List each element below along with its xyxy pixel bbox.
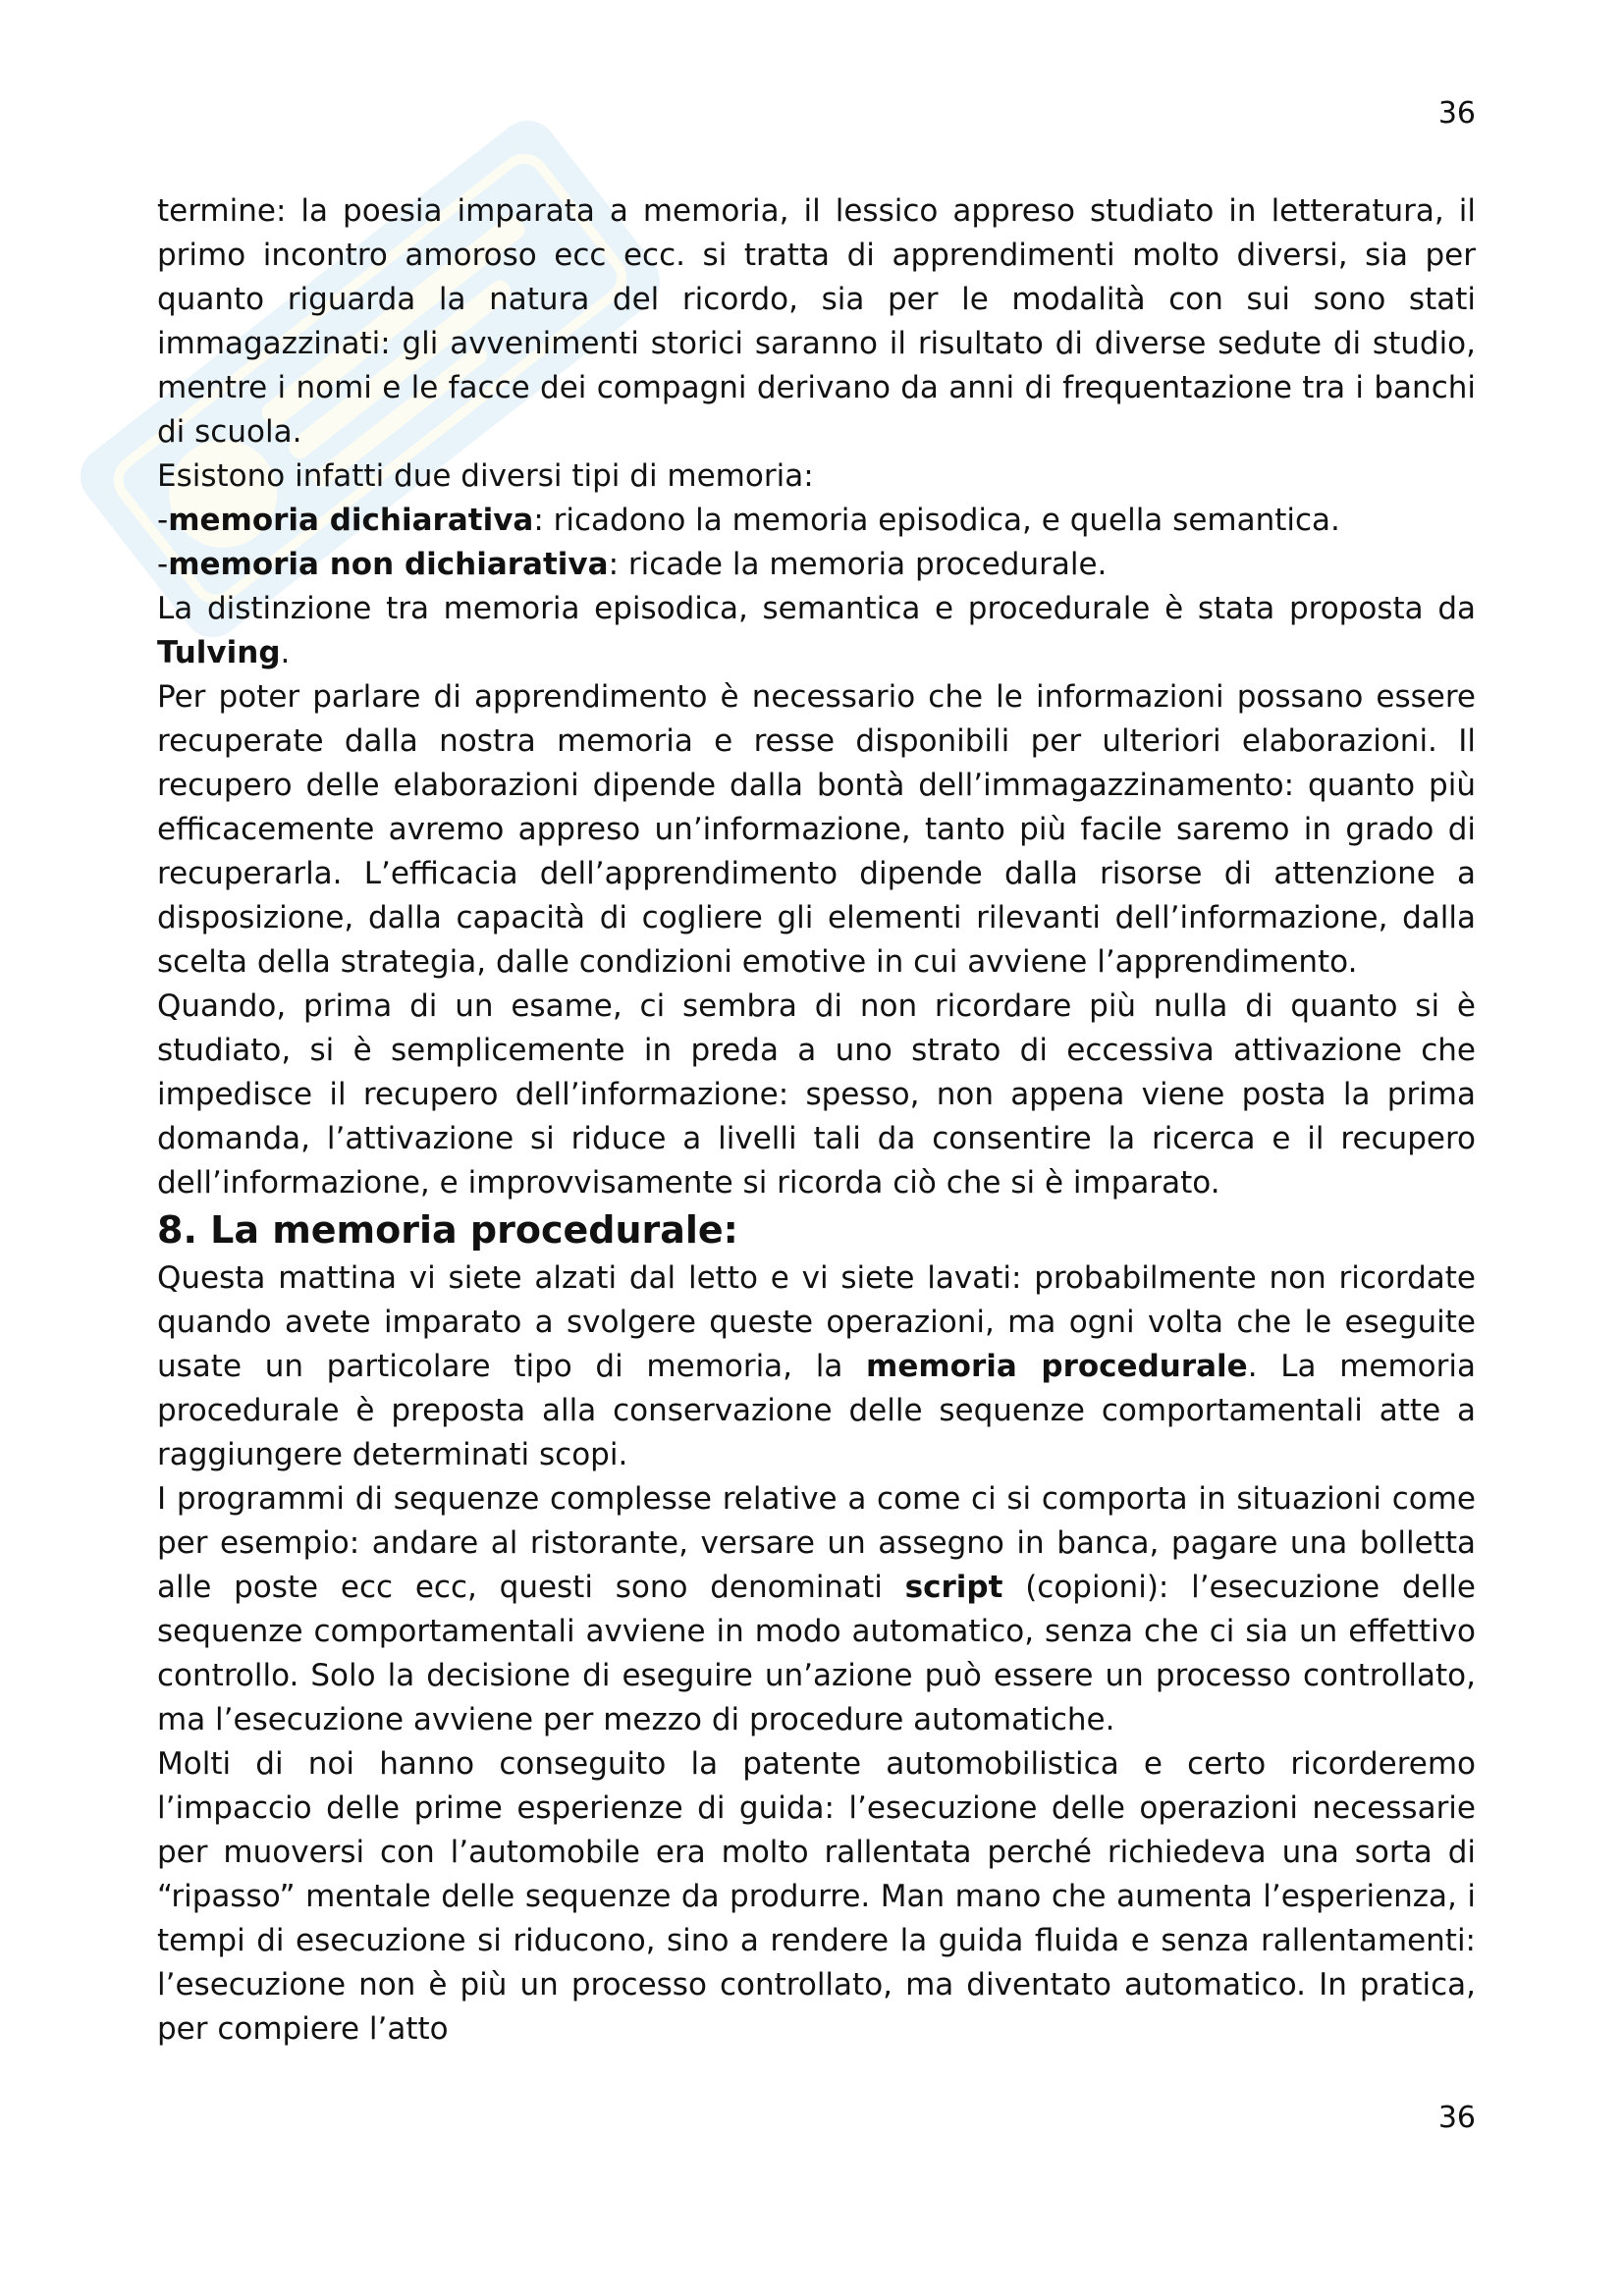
paragraph-text: . <box>280 635 291 670</box>
paragraph: Quando, prima di un esame, ci sembra di non ricordare più nulla di quanto si è studiato, si è semplicemente in preda a uno strato di eccessiva attivazione che impedisce il recupero dell’informazione: spesso, non appena viene posta la prima domanda, l’attivazione si riduce a livelli tali da consentire la ricerca e il recupero dell’informazione, e improvvisamente si ricorda ciò che si è imparato. <box>157 988 1476 1201</box>
paragraph-text: La distinzione tra memoria episodica, semantica e procedurale è stata proposta da <box>157 591 1476 626</box>
paragraph: Molti di noi hanno conseguito la patente automobilistica e certo ricorderemo l’impaccio delle prime esperienze di guida: l’esecuzione delle operazioni necessarie per muoversi con l’automobile era molto rallentata perché richiedeva una sorta di “ripasso” mentale delle sequenze da produrre. Man mano che aumenta l’esperienza, i tempi di esecuzione si riducono, sino a rendere la guida fluida e senza rallentamenti: l’esecuzione non è più un processo controllato, ma diventato automatico. In pratica, per compiere l’atto <box>157 1746 1476 2047</box>
paragraph-text: I programmi di sequenze complesse relative a come ci si comporta in situazioni come per esempio: andare al ristorante, versare un assegno in banca, pagare una bolletta alle poste ecc ecc, questi sono denominati <box>157 1481 1476 1605</box>
paragraph: termine: la poesia imparata a memoria, il lessico appreso studiato in letteratura, il primo incontro amoroso ecc ecc. si tratta di apprendimenti molto diversi, sia per quanto riguarda la natura del ricordo, sia per le modalità con sui sono stati immagazzinati: gli avvenimenti storici saranno il risultato di diverse sedute di studio, mentre i nomi e le facce dei compagni derivano da anni di frequentazione tra i banchi di scuola. <box>157 193 1476 450</box>
paragraph <box>157 1256 1476 1477</box>
section-heading: 8. La memoria procedurale: <box>157 1208 738 1252</box>
term-memoria-procedurale: memoria procedurale <box>866 1349 1248 1384</box>
paragraph-text: Questa mattina vi siete alzati dal letto e vi siete lavati: probabilmente non ricordate quando avete imparato a svolgere queste operazioni, ma ogni volta che le eseguite usate un particolare tipo di memoria, la <box>157 1260 1476 1384</box>
list-item-text: : ricade la memoria procedurale. <box>608 547 1108 582</box>
list-item-text: : ricadono la memoria episodica, e quella semantica. <box>533 503 1340 538</box>
term-script: script <box>904 1570 1003 1605</box>
paragraph <box>157 1477 1476 1742</box>
page-number-top: 36 <box>1437 96 1476 131</box>
document-body <box>157 189 1476 2052</box>
paragraph: Esistono infatti due diversi tipi di memoria: <box>157 458 814 494</box>
term-tulving: Tulving <box>157 635 281 670</box>
list-item <box>157 543 1476 587</box>
list-item <box>157 499 1476 543</box>
paragraph-text: . La memoria procedurale è preposta alla conservazione delle sequenze comportamentali atte a raggiungere determinati scopi. <box>157 1349 1476 1472</box>
term-memoria-non-dichiarativa: memoria non dichiarativa <box>168 547 609 582</box>
paragraph: Per poter parlare di apprendimento è necessario che le informazioni possano essere recuperate dalla nostra memoria e resse disponibili per ulteriori elaborazioni. Il recupero delle elaborazioni dipende dalla bontà dell’immagazzinamento: quanto più efficacemente avremo appreso un’informazione, tanto più facile saremo in grado di recuperarla. L’efficacia dell’apprendimento dipende dalla risorse di attenzione a disposizione, dalla capacità di cogliere gli elementi rilevanti dell’informazione, dalla scelta della strategia, dalle condizioni emotive in cui avviene l’apprendimento. <box>157 679 1476 980</box>
list-dash: - <box>157 547 169 582</box>
list-dash: - <box>157 503 169 538</box>
term-memoria-dichiarativa: memoria dichiarativa <box>168 503 534 538</box>
paragraph <box>157 587 1476 675</box>
paragraph-text: (copioni): l’esecuzione delle sequenze comportamentali avviene in modo automatico, senza che ci sia un effettivo controllo. Solo la decisione di eseguire un’azione può essere un processo controllato, ma l’esecuzione avviene per mezzo di procedure automatiche. <box>157 1570 1476 1737</box>
page-number-bottom: 36 <box>1437 2101 1476 2135</box>
